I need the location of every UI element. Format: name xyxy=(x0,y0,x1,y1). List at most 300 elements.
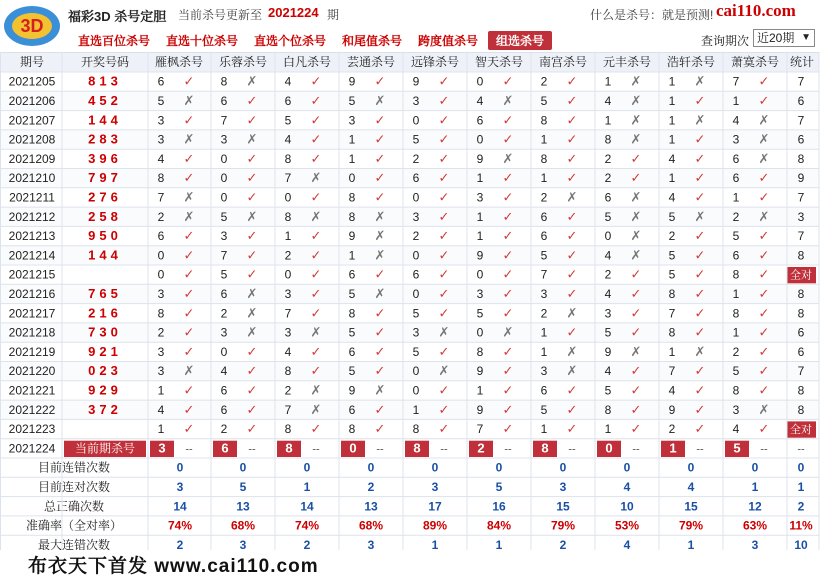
check-icon: ✓ xyxy=(374,363,386,379)
cross-icon: ✗ xyxy=(310,382,322,398)
check-icon: ✓ xyxy=(438,73,450,89)
stat-value: 12 xyxy=(748,499,762,514)
current-kill-value: 8 xyxy=(541,440,549,456)
kill-value: 5 xyxy=(732,229,740,244)
kill-value: 2 xyxy=(284,248,292,263)
kill-value: 0 xyxy=(157,267,165,282)
cross-icon: ✗ xyxy=(374,92,386,108)
dash: -- xyxy=(760,443,768,456)
check-icon: ✓ xyxy=(502,285,514,301)
kill-value: 1 xyxy=(476,209,484,224)
check-icon: ✓ xyxy=(758,285,770,301)
kill-value: 1 xyxy=(540,132,548,147)
check-icon: ✓ xyxy=(630,421,642,437)
cross-icon: ✗ xyxy=(630,189,642,205)
kill-value: 7 xyxy=(220,248,228,263)
stat-value: 3 xyxy=(559,479,567,494)
stat-value: 3 xyxy=(239,537,247,550)
check-icon: ✓ xyxy=(374,401,386,417)
column-header: 期号 xyxy=(19,55,45,69)
check-icon: ✓ xyxy=(566,266,578,282)
draw-number: 396 xyxy=(88,150,122,166)
check-icon: ✓ xyxy=(694,421,706,437)
stat-value: 15 xyxy=(556,499,570,514)
check-icon: ✓ xyxy=(566,324,578,340)
cross-icon: ✗ xyxy=(502,150,514,166)
stat-total: 1 xyxy=(797,479,805,494)
stat-count: 7 xyxy=(797,364,805,379)
nav-units[interactable]: 直选个位杀号 xyxy=(254,34,327,48)
kill-value: 8 xyxy=(348,209,356,224)
kill-value: 3 xyxy=(284,325,292,340)
kill-value: 2 xyxy=(604,151,612,166)
check-icon: ✓ xyxy=(246,189,258,205)
kill-value: 8 xyxy=(348,190,356,205)
kill-value: 9 xyxy=(412,74,420,89)
stat-value: 1 xyxy=(303,479,311,494)
check-icon: ✓ xyxy=(183,285,195,301)
kill-value: 8 xyxy=(540,113,548,128)
kill-value: 4 xyxy=(604,93,612,108)
cross-icon: ✗ xyxy=(183,131,195,147)
check-icon: ✓ xyxy=(310,363,322,379)
stat-value: 79% xyxy=(550,518,576,533)
stat-value: 0 xyxy=(623,460,631,475)
check-icon: ✓ xyxy=(246,266,258,282)
check-icon: ✓ xyxy=(566,382,578,398)
check-icon: ✓ xyxy=(758,92,770,108)
issue-cell: 2021222 xyxy=(8,402,56,417)
kill-value: 5 xyxy=(668,248,676,263)
kill-value: 5 xyxy=(540,248,548,263)
cross-icon: ✗ xyxy=(630,73,642,89)
kill-value: 5 xyxy=(604,325,612,340)
kill-value: 2 xyxy=(604,267,612,282)
issue-cell: 2021217 xyxy=(8,306,56,321)
check-icon: ✓ xyxy=(438,150,450,166)
check-icon: ✓ xyxy=(502,421,514,437)
check-icon: ✓ xyxy=(566,170,578,186)
kill-value: 6 xyxy=(732,248,740,263)
cross-icon: ✗ xyxy=(566,189,578,205)
kill-value: 1 xyxy=(668,171,676,186)
check-icon: ✓ xyxy=(246,343,258,359)
kill-value: 9 xyxy=(348,229,356,244)
stat-count: 9 xyxy=(797,171,805,186)
check-icon: ✓ xyxy=(694,382,706,398)
check-icon: ✓ xyxy=(502,131,514,147)
nav-sum-tail[interactable]: 和尾值杀号 xyxy=(342,34,403,48)
issue-cell: 2021211 xyxy=(9,190,55,205)
check-icon: ✓ xyxy=(310,73,322,89)
kill-value: 5 xyxy=(540,402,548,417)
kill-value: 8 xyxy=(668,286,676,301)
kill-value: 1 xyxy=(668,93,676,108)
kill-value: 7 xyxy=(668,364,676,379)
kill-value: 3 xyxy=(412,93,420,108)
kill-value: 3 xyxy=(157,344,165,359)
kill-value: 4 xyxy=(668,383,676,398)
column-header: 萧寞杀号 xyxy=(730,55,780,69)
kill-value: 5 xyxy=(604,209,612,224)
check-icon: ✓ xyxy=(694,401,706,417)
kill-value: 5 xyxy=(412,306,420,321)
stat-value: 4 xyxy=(623,537,631,550)
cross-icon: ✗ xyxy=(630,112,642,128)
kill-value: 1 xyxy=(732,93,740,108)
issue-cell: 2021205 xyxy=(8,74,56,89)
column-header: 芸通杀号 xyxy=(346,55,396,69)
check-icon: ✓ xyxy=(374,131,386,147)
check-icon: ✓ xyxy=(183,324,195,340)
kill-value: 4 xyxy=(604,286,612,301)
dash: -- xyxy=(376,443,384,456)
cross-icon: ✗ xyxy=(566,343,578,359)
check-icon: ✓ xyxy=(374,150,386,166)
kill-value: 8 xyxy=(284,151,292,166)
current-kill-value: 5 xyxy=(733,440,741,456)
stat-value: 15 xyxy=(684,499,698,514)
check-icon: ✓ xyxy=(438,112,450,128)
draw-number: 144 xyxy=(88,112,122,128)
stat-value: 3 xyxy=(431,479,439,494)
query-label: 查询期次 xyxy=(701,34,750,48)
nav-span[interactable]: 跨度值杀号 xyxy=(418,34,479,48)
stat-value: 14 xyxy=(300,499,314,514)
check-icon: ✓ xyxy=(438,305,450,321)
check-icon: ✓ xyxy=(758,363,770,379)
issue-cell: 2021221 xyxy=(8,383,56,398)
kill-value: 6 xyxy=(412,171,420,186)
cross-icon: ✗ xyxy=(758,112,770,128)
check-icon: ✓ xyxy=(502,170,514,186)
dash: -- xyxy=(797,443,805,456)
stat-value: 0 xyxy=(176,460,184,475)
kill-value: 0 xyxy=(604,229,612,244)
cross-icon: ✗ xyxy=(183,363,195,379)
cross-icon: ✗ xyxy=(758,131,770,147)
column-header: 元丰杀号 xyxy=(602,55,652,69)
kill-value: 9 xyxy=(668,402,676,417)
check-icon: ✓ xyxy=(758,324,770,340)
nav-hundreds[interactable]: 直选百位杀号 xyxy=(78,34,151,48)
draw-number: 950 xyxy=(88,228,122,244)
current-kill-label: 当前期杀号 xyxy=(74,441,136,456)
draw-number: 372 xyxy=(88,401,122,417)
stat-value: 1 xyxy=(431,537,439,550)
check-icon: ✓ xyxy=(566,131,578,147)
issue-cell: 2021209 xyxy=(8,151,56,166)
stat-count: 8 xyxy=(797,151,805,166)
dash: -- xyxy=(568,443,576,456)
cross-icon: ✗ xyxy=(566,363,578,379)
kill-value: 4 xyxy=(157,402,165,417)
check-icon: ✓ xyxy=(310,150,322,166)
kill-value: 6 xyxy=(732,151,740,166)
check-icon: ✓ xyxy=(630,170,642,186)
issue-suffix: 期 xyxy=(327,8,340,22)
draw-number: 216 xyxy=(88,305,122,321)
kill-value: 1 xyxy=(157,383,165,398)
stat-value: 16 xyxy=(492,499,506,514)
kill-value: 7 xyxy=(540,267,548,282)
kill-value: 3 xyxy=(732,402,740,417)
kill-value: 5 xyxy=(476,306,484,321)
kill-value: 1 xyxy=(540,344,548,359)
kill-value: 0 xyxy=(476,74,484,89)
stat-count: 8 xyxy=(797,248,805,263)
draw-number: 258 xyxy=(88,208,122,224)
nav-group[interactable]: 组选杀号 xyxy=(488,31,552,50)
kill-value: 5 xyxy=(348,325,356,340)
kill-value: 8 xyxy=(284,209,292,224)
cross-icon: ✗ xyxy=(438,324,450,340)
cross-icon: ✗ xyxy=(630,228,642,244)
check-icon: ✓ xyxy=(438,131,450,147)
column-header: 浩轩杀号 xyxy=(666,55,716,69)
kill-value: 0 xyxy=(476,267,484,282)
current-kill-value: 1 xyxy=(669,440,677,456)
stat-count: 8 xyxy=(797,402,805,417)
stat-value: 2 xyxy=(367,479,375,494)
check-icon: ✓ xyxy=(246,150,258,166)
check-icon: ✓ xyxy=(694,285,706,301)
kill-value: 4 xyxy=(284,132,292,147)
kill-value: 4 xyxy=(668,151,676,166)
check-icon: ✓ xyxy=(374,343,386,359)
cross-icon: ✗ xyxy=(758,401,770,417)
check-icon: ✓ xyxy=(758,382,770,398)
check-icon: ✓ xyxy=(566,92,578,108)
dash: -- xyxy=(312,443,320,456)
draw-number: 452 xyxy=(88,92,122,108)
top-bar xyxy=(0,0,821,52)
check-icon: ✓ xyxy=(438,421,450,437)
kill-value: 3 xyxy=(220,325,228,340)
check-icon: ✓ xyxy=(310,247,322,263)
cross-icon: ✗ xyxy=(694,73,706,89)
stat-count: 8 xyxy=(797,286,805,301)
kill-value: 1 xyxy=(668,344,676,359)
kill-value: 8 xyxy=(732,267,740,282)
kill-value: 3 xyxy=(540,286,548,301)
stat-value: 84% xyxy=(486,518,512,533)
kill-value: 7 xyxy=(157,190,165,205)
kill-value: 8 xyxy=(157,171,165,186)
kill-value: 2 xyxy=(157,325,165,340)
stat-value: 5 xyxy=(495,479,503,494)
period-select[interactable] xyxy=(753,29,815,47)
kill-number-table xyxy=(0,52,821,550)
stat-value: 5 xyxy=(239,479,247,494)
cross-icon: ✗ xyxy=(246,324,258,340)
kill-value: 3 xyxy=(412,325,420,340)
kill-value: 2 xyxy=(668,422,676,437)
stat-value: 0 xyxy=(495,460,503,475)
kill-value: 9 xyxy=(476,248,484,263)
kill-value: 6 xyxy=(220,402,228,417)
check-icon: ✓ xyxy=(694,266,706,282)
check-icon: ✓ xyxy=(438,92,450,108)
current-issue-cell: 2021224 xyxy=(8,441,56,456)
check-icon: ✓ xyxy=(566,150,578,166)
kill-value: 7 xyxy=(476,422,484,437)
cross-icon: ✗ xyxy=(246,305,258,321)
kill-value: 2 xyxy=(220,306,228,321)
check-icon: ✓ xyxy=(183,170,195,186)
nav-tens[interactable]: 直选十位杀号 xyxy=(166,34,239,48)
stat-label: 目前连错次数 xyxy=(37,460,111,475)
check-icon: ✓ xyxy=(246,112,258,128)
stat-value: 4 xyxy=(687,479,695,494)
check-icon: ✓ xyxy=(374,170,386,186)
check-icon: ✓ xyxy=(694,305,706,321)
stat-value: 79% xyxy=(678,518,704,533)
check-icon: ✓ xyxy=(502,247,514,263)
stat-value: 74% xyxy=(167,518,193,533)
kill-value: 5 xyxy=(412,132,420,147)
stat-label: 总正确次数 xyxy=(43,499,105,514)
all-correct-label: 全对 xyxy=(790,269,812,282)
check-icon: ✓ xyxy=(758,189,770,205)
check-icon: ✓ xyxy=(694,324,706,340)
check-icon: ✓ xyxy=(310,305,322,321)
kill-value: 8 xyxy=(348,422,356,437)
check-icon: ✓ xyxy=(630,150,642,166)
kill-value: 2 xyxy=(540,74,548,89)
check-icon: ✓ xyxy=(502,189,514,205)
issue-cell: 2021223 xyxy=(8,422,56,437)
kill-value: 3 xyxy=(604,306,612,321)
stat-value: 53% xyxy=(614,518,640,533)
kill-value: 2 xyxy=(540,190,548,205)
cross-icon: ✗ xyxy=(246,208,258,224)
stat-value: 0 xyxy=(367,460,375,475)
kill-value: 1 xyxy=(668,132,676,147)
kill-value: 6 xyxy=(284,93,292,108)
kill-value: 3 xyxy=(348,113,356,128)
check-icon: ✓ xyxy=(566,73,578,89)
kill-value: 0 xyxy=(412,190,420,205)
kill-value: 1 xyxy=(604,74,612,89)
check-icon: ✓ xyxy=(246,401,258,417)
cross-icon: ✗ xyxy=(438,363,450,379)
kill-value: 2 xyxy=(220,422,228,437)
check-icon: ✓ xyxy=(246,382,258,398)
check-icon: ✓ xyxy=(310,112,322,128)
current-kill-value: 6 xyxy=(221,440,229,456)
check-icon: ✓ xyxy=(758,305,770,321)
stat-value: 0 xyxy=(239,460,247,475)
kill-value: 5 xyxy=(348,364,356,379)
cross-icon: ✗ xyxy=(310,170,322,186)
stat-value: 0 xyxy=(751,460,759,475)
stat-value: 63% xyxy=(742,518,768,533)
check-icon: ✓ xyxy=(246,421,258,437)
kill-value: 0 xyxy=(220,190,228,205)
check-icon: ✓ xyxy=(502,401,514,417)
kill-value: 6 xyxy=(220,93,228,108)
cross-icon: ✗ xyxy=(246,285,258,301)
cross-icon: ✗ xyxy=(310,401,322,417)
stat-count: 8 xyxy=(797,306,805,321)
check-icon: ✓ xyxy=(566,247,578,263)
kill-value: 0 xyxy=(284,190,292,205)
check-icon: ✓ xyxy=(566,401,578,417)
check-icon: ✓ xyxy=(758,266,770,282)
stat-value: 0 xyxy=(431,460,439,475)
cross-icon: ✗ xyxy=(183,189,195,205)
stat-label: 准确率（全对率） xyxy=(25,518,123,533)
check-icon: ✓ xyxy=(694,170,706,186)
check-icon: ✓ xyxy=(246,363,258,379)
check-icon: ✓ xyxy=(438,382,450,398)
check-icon: ✓ xyxy=(566,228,578,244)
cross-icon: ✗ xyxy=(374,247,386,263)
check-icon: ✓ xyxy=(310,131,322,147)
cross-icon: ✗ xyxy=(246,131,258,147)
current-kill-value: 8 xyxy=(413,440,421,456)
cross-icon: ✗ xyxy=(630,247,642,263)
kill-value: 1 xyxy=(157,422,165,437)
kill-value: 4 xyxy=(604,364,612,379)
kill-value: 3 xyxy=(157,286,165,301)
check-icon: ✓ xyxy=(694,247,706,263)
check-icon: ✓ xyxy=(630,324,642,340)
kill-value: 4 xyxy=(732,113,740,128)
column-header: 开奖号码 xyxy=(80,55,130,69)
check-icon: ✓ xyxy=(374,324,386,340)
stat-count: 7 xyxy=(797,229,805,244)
kill-value: 4 xyxy=(732,422,740,437)
kill-value: 7 xyxy=(284,306,292,321)
kill-value: 6 xyxy=(412,267,420,282)
kill-value: 0 xyxy=(412,286,420,301)
stat-total: 2 xyxy=(797,499,805,514)
kill-value: 1 xyxy=(540,171,548,186)
check-icon: ✓ xyxy=(438,208,450,224)
stat-count: 7 xyxy=(797,74,805,89)
kill-value: 4 xyxy=(220,364,228,379)
check-icon: ✓ xyxy=(374,266,386,282)
check-icon: ✓ xyxy=(310,266,322,282)
check-icon: ✓ xyxy=(246,92,258,108)
cross-icon: ✗ xyxy=(310,324,322,340)
cross-icon: ✗ xyxy=(183,208,195,224)
cross-icon: ✗ xyxy=(630,92,642,108)
stat-label: 最大连错次数 xyxy=(37,537,111,550)
kill-value: 3 xyxy=(284,286,292,301)
draw-number: 765 xyxy=(88,285,122,301)
stat-value: 74% xyxy=(294,518,320,533)
kill-value: 5 xyxy=(157,93,165,108)
kill-value: 3 xyxy=(157,113,165,128)
check-icon: ✓ xyxy=(374,421,386,437)
check-icon: ✓ xyxy=(310,285,322,301)
check-icon: ✓ xyxy=(630,305,642,321)
stat-value: 1 xyxy=(751,479,759,494)
stat-value: 10 xyxy=(620,499,634,514)
check-icon: ✓ xyxy=(310,228,322,244)
check-icon: ✓ xyxy=(758,421,770,437)
kill-value: 8 xyxy=(668,325,676,340)
site-link[interactable]: cai110.com xyxy=(716,1,796,20)
kill-value: 2 xyxy=(732,344,740,359)
column-header: 统计 xyxy=(789,55,815,69)
kill-value: 9 xyxy=(476,402,484,417)
check-icon: ✓ xyxy=(502,363,514,379)
stat-value: 2 xyxy=(176,537,184,550)
